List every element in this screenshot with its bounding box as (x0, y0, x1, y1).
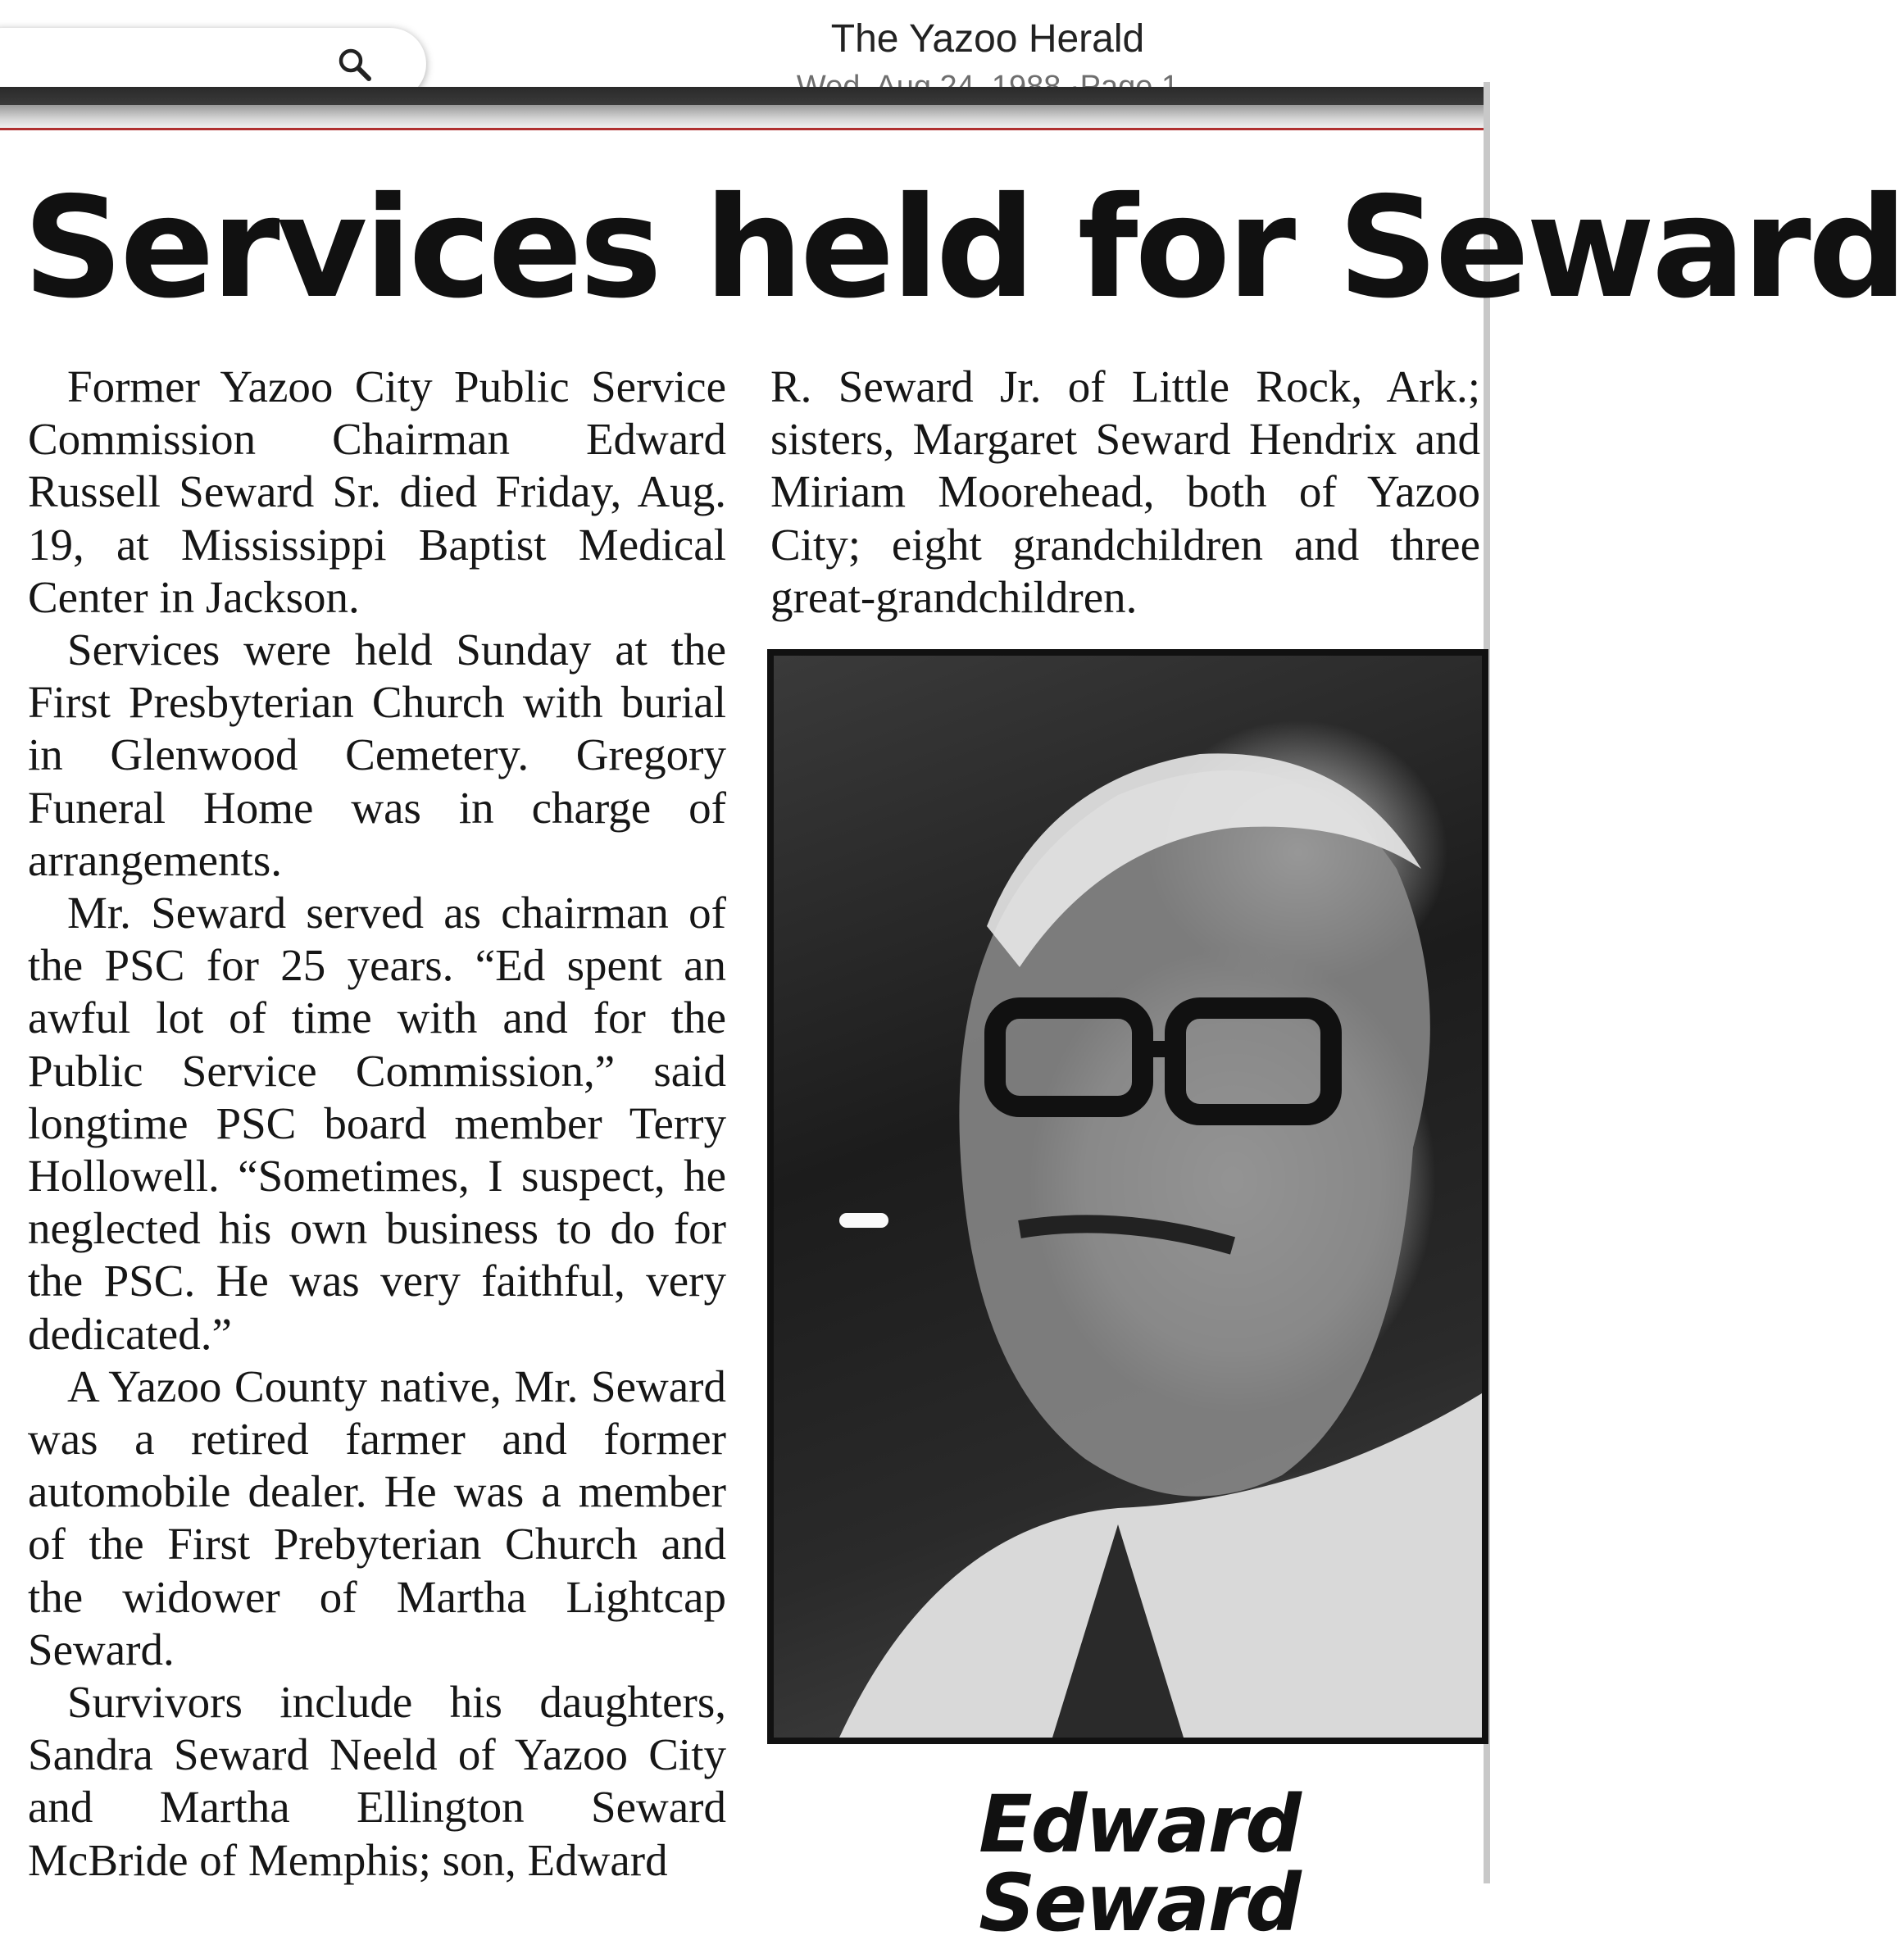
photo-caption: Edward Seward (979, 1779, 1300, 1949)
page-top-bar (0, 87, 1490, 105)
paragraph-native: A Yazoo County native, Mr. Seward was a retired farmer and former automobile dealer. He was a member of the First Prebyterian Church and the widower of Martha Lightcap Seward. (28, 1361, 726, 1674)
page-bar-shadow (0, 105, 1490, 129)
page-accent-line (0, 128, 1490, 130)
portrait-illustration (774, 656, 1482, 1738)
portrait-photo (767, 649, 1488, 1744)
paragraph-psc: Mr. Seward served as chairman of the PSC for 25 years. “Ed spent an awful lot of time with and for the Public Service Commission,” said longtime PSC board member Terry Hollowell. “Sometimes, I suspect, he neglected his own business to do for the PSC. He was very faithful, very dedicated.” (28, 888, 726, 1359)
paragraph-survivors: Survivors include his daughters, Sandra Seward Neeld of Yazoo City and Martha Ellington Seward McBride of Memphis; son, Edward (28, 1677, 726, 1885)
paragraph-intro: Former Yazoo City Public Service Commission Chairman Edward Russell Seward Sr. died Friday, Aug. 19, at Mississippi Baptist Medical Center in Jackson. (28, 361, 726, 622)
paragraph-services: Services were held Sunday at the First Presbyterian Church with burial in Glenwood Cemetery. Gregory Funeral Home was in charge of arrangements. (28, 625, 726, 885)
article-left-column (28, 361, 726, 1887)
publication-title[interactable]: The Yazoo Herald (830, 17, 1145, 61)
search-input[interactable] (16, 43, 331, 87)
article-headline: Services held for Seward (23, 167, 1904, 329)
article-right-column (770, 361, 1480, 624)
search-icon[interactable] (334, 44, 375, 85)
paragraph-survivors-continued: R. Seward Jr. of Little Rock, Ark.; sisters, Margaret Seward Hendrix and Miriam Moorehead, both of Yazoo City; eight grandchildren and three great-grandchildren. (770, 361, 1480, 622)
